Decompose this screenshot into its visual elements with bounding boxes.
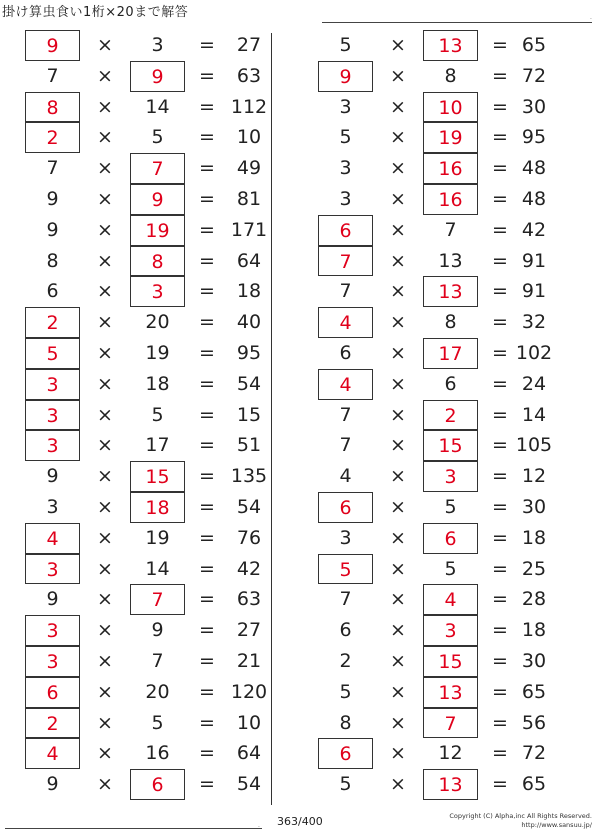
multiplicand: 8	[46, 249, 59, 272]
equals-sign: =	[492, 588, 508, 611]
equals-sign: =	[199, 341, 215, 364]
equals-sign: =	[199, 126, 215, 149]
multiplier: 13	[438, 249, 463, 272]
times-sign: ×	[97, 280, 113, 303]
answer-box: 2	[25, 307, 80, 338]
multiplier: 8	[444, 311, 457, 334]
multiplier: 7	[151, 649, 164, 672]
answer-box: 18	[130, 492, 185, 523]
times-sign: ×	[390, 64, 406, 87]
answer-box: 6	[130, 769, 185, 800]
product: 21	[236, 649, 262, 672]
product: 112	[230, 95, 268, 118]
multiplier: 19	[145, 341, 170, 364]
product: 72	[521, 742, 547, 765]
equals-sign: =	[492, 619, 508, 642]
times-sign: ×	[97, 619, 113, 642]
multiplier: 5	[151, 403, 164, 426]
multiplier: 5	[151, 711, 164, 734]
equals-sign: =	[199, 34, 215, 56]
multiplicand: 3	[339, 157, 352, 180]
product: 18	[521, 619, 547, 642]
equals-sign: =	[199, 619, 215, 642]
product: 10	[236, 711, 262, 734]
multiplier: 19	[145, 526, 170, 549]
product: 18	[521, 526, 547, 549]
times-sign: ×	[97, 742, 113, 765]
product: 76	[236, 526, 262, 549]
times-sign: ×	[97, 64, 113, 87]
multiplicand: 2	[339, 649, 352, 672]
times-sign: ×	[97, 126, 113, 149]
times-sign: ×	[97, 95, 113, 118]
multiplicand: 9	[46, 218, 59, 241]
copyright-text: Copyright (C) Alpha,inc All Rights Reserved.	[449, 812, 592, 820]
times-sign: ×	[97, 187, 113, 210]
worksheet-title: 掛け算虫食い1桁×20まで解答	[2, 5, 189, 20]
answer-box: 7	[423, 708, 478, 739]
product: 30	[521, 649, 547, 672]
product: 18	[236, 280, 262, 303]
equals-sign: =	[199, 403, 215, 426]
times-sign: ×	[97, 341, 113, 364]
equals-sign: =	[199, 557, 215, 580]
multiplier: 5	[444, 557, 457, 580]
equals-sign: =	[199, 526, 215, 549]
times-sign: ×	[390, 187, 406, 210]
times-sign: ×	[97, 372, 113, 395]
multiplier: 6	[444, 372, 457, 395]
answer-box: 3	[25, 615, 80, 646]
product: 12	[521, 465, 547, 488]
times-sign: ×	[97, 495, 113, 518]
answer-box: 13	[423, 677, 478, 708]
answer-box: 4	[318, 369, 373, 400]
answer-box: 4	[423, 584, 478, 615]
times-sign: ×	[390, 465, 406, 488]
product: 72	[521, 64, 547, 87]
answer-box: 8	[130, 246, 185, 277]
product: 65	[521, 680, 547, 703]
times-sign: ×	[97, 588, 113, 611]
equals-sign: =	[199, 742, 215, 765]
product: 28	[521, 588, 547, 611]
equals-sign: =	[492, 311, 508, 334]
times-sign: ×	[390, 742, 406, 765]
product: 65	[521, 34, 547, 56]
answer-box: 13	[423, 769, 478, 800]
multiplicand: 9	[46, 187, 59, 210]
answer-box: 6	[318, 492, 373, 523]
times-sign: ×	[97, 218, 113, 241]
multiplicand: 5	[339, 773, 352, 796]
multiplicand: 9	[46, 588, 59, 611]
name-line	[322, 22, 592, 23]
multiplicand: 6	[46, 280, 59, 303]
column-divider	[271, 33, 272, 805]
equals-sign: =	[199, 372, 215, 395]
answer-box: 15	[423, 646, 478, 677]
answer-box: 3	[25, 400, 80, 431]
product: 49	[236, 157, 262, 180]
answer-box: 17	[423, 338, 478, 369]
answer-box: 7	[130, 584, 185, 615]
answer-box: 6	[318, 738, 373, 769]
times-sign: ×	[390, 434, 406, 457]
equals-sign: =	[492, 34, 508, 56]
equals-sign: =	[492, 434, 508, 457]
answer-box: 13	[423, 30, 478, 61]
times-sign: ×	[97, 711, 113, 734]
product: 25	[521, 557, 547, 580]
equals-sign: =	[492, 157, 508, 180]
footer-line	[5, 828, 262, 829]
product: 81	[236, 187, 262, 210]
equals-sign: =	[492, 280, 508, 303]
product: 30	[521, 495, 547, 518]
answer-box: 3	[25, 369, 80, 400]
equals-sign: =	[199, 64, 215, 87]
answer-box: 4	[25, 523, 80, 554]
answer-box: 5	[25, 338, 80, 369]
equals-sign: =	[199, 157, 215, 180]
equals-sign: =	[492, 526, 508, 549]
product: 54	[236, 495, 262, 518]
times-sign: ×	[390, 526, 406, 549]
product: 95	[521, 126, 547, 149]
equals-sign: =	[492, 341, 508, 364]
equals-sign: =	[199, 711, 215, 734]
answer-box: 19	[130, 215, 185, 246]
answer-box: 2	[423, 400, 478, 431]
product: 40	[236, 311, 262, 334]
product: 64	[236, 742, 262, 765]
answer-box: 3	[25, 554, 80, 585]
multiplier: 16	[145, 742, 170, 765]
equals-sign: =	[492, 95, 508, 118]
multiplier: 5	[444, 495, 457, 518]
multiplicand: 5	[339, 126, 352, 149]
times-sign: ×	[390, 95, 406, 118]
answer-box: 4	[318, 307, 373, 338]
answer-box: 16	[423, 184, 478, 215]
product: 10	[236, 126, 262, 149]
product: 27	[236, 619, 262, 642]
copyright-url: http://www.sansuu.jp/	[521, 821, 592, 829]
product: 91	[521, 280, 547, 303]
answer-box: 10	[423, 92, 478, 123]
multiplicand: 7	[46, 64, 59, 87]
equals-sign: =	[199, 311, 215, 334]
multiplier: 17	[145, 434, 170, 457]
product: 54	[236, 773, 262, 796]
answer-box: 9	[130, 184, 185, 215]
multiplicand: 9	[46, 465, 59, 488]
equals-sign: =	[199, 649, 215, 672]
equals-sign: =	[199, 280, 215, 303]
product: 95	[236, 341, 262, 364]
multiplier: 8	[444, 64, 457, 87]
times-sign: ×	[390, 680, 406, 703]
multiplicand: 3	[46, 495, 59, 518]
product: 14	[521, 403, 547, 426]
multiplicand: 8	[339, 711, 352, 734]
times-sign: ×	[97, 526, 113, 549]
times-sign: ×	[390, 126, 406, 149]
equals-sign: =	[492, 649, 508, 672]
times-sign: ×	[97, 680, 113, 703]
product: 27	[236, 34, 262, 56]
equals-sign: =	[199, 773, 215, 796]
copyright-notice	[449, 812, 592, 830]
times-sign: ×	[390, 34, 406, 56]
multiplier: 20	[145, 680, 170, 703]
answer-box: 7	[130, 153, 185, 184]
times-sign: ×	[390, 341, 406, 364]
answer-box: 7	[318, 246, 373, 277]
answer-box: 9	[318, 61, 373, 92]
answer-box: 8	[25, 92, 80, 123]
equals-sign: =	[492, 249, 508, 272]
product: 91	[521, 249, 547, 272]
product: 102	[515, 341, 553, 364]
times-sign: ×	[390, 157, 406, 180]
times-sign: ×	[390, 495, 406, 518]
product: 54	[236, 372, 262, 395]
product: 65	[521, 773, 547, 796]
product: 24	[521, 372, 547, 395]
answer-box: 3	[423, 461, 478, 492]
equals-sign: =	[199, 187, 215, 210]
times-sign: ×	[390, 403, 406, 426]
answer-box: 15	[130, 461, 185, 492]
page-number: 363/400	[277, 815, 323, 828]
equals-sign: =	[199, 465, 215, 488]
product: 120	[230, 680, 268, 703]
times-sign: ×	[97, 773, 113, 796]
answer-box: 13	[423, 276, 478, 307]
multiplicand: 7	[46, 157, 59, 180]
equals-sign: =	[199, 588, 215, 611]
multiplicand: 3	[339, 187, 352, 210]
times-sign: ×	[390, 711, 406, 734]
multiplier: 5	[151, 126, 164, 149]
times-sign: ×	[97, 403, 113, 426]
product: 15	[236, 403, 262, 426]
multiplicand: 4	[339, 465, 352, 488]
equals-sign: =	[492, 742, 508, 765]
equals-sign: =	[492, 495, 508, 518]
multiplier: 20	[145, 311, 170, 334]
times-sign: ×	[97, 434, 113, 457]
equals-sign: =	[492, 680, 508, 703]
multiplicand: 7	[339, 280, 352, 303]
answer-box: 5	[318, 554, 373, 585]
product: 42	[236, 557, 262, 580]
equals-sign: =	[199, 434, 215, 457]
answer-box: 3	[130, 276, 185, 307]
times-sign: ×	[390, 557, 406, 580]
times-sign: ×	[97, 557, 113, 580]
product: 105	[515, 434, 553, 457]
answer-box: 3	[25, 430, 80, 461]
name-line-marker: .	[590, 14, 592, 21]
answer-box: 9	[25, 30, 80, 61]
product: 63	[236, 64, 262, 87]
product: 56	[521, 711, 547, 734]
times-sign: ×	[97, 311, 113, 334]
equals-sign: =	[199, 249, 215, 272]
product: 171	[230, 218, 268, 241]
multiplier: 9	[151, 619, 164, 642]
times-sign: ×	[390, 280, 406, 303]
equals-sign: =	[199, 218, 215, 241]
times-sign: ×	[97, 465, 113, 488]
times-sign: ×	[97, 157, 113, 180]
product: 51	[236, 434, 262, 457]
answer-box: 3	[423, 615, 478, 646]
product: 30	[521, 95, 547, 118]
footer-line-marker: .	[258, 822, 260, 829]
times-sign: ×	[390, 619, 406, 642]
multiplicand: 9	[46, 773, 59, 796]
answer-box: 9	[130, 61, 185, 92]
equals-sign: =	[492, 372, 508, 395]
multiplier: 14	[145, 95, 170, 118]
multiplicand: 6	[339, 619, 352, 642]
answer-box: 2	[25, 708, 80, 739]
multiplier: 18	[145, 372, 170, 395]
multiplicand: 7	[339, 588, 352, 611]
equals-sign: =	[492, 557, 508, 580]
product: 32	[521, 311, 547, 334]
answer-box: 4	[25, 738, 80, 769]
times-sign: ×	[390, 588, 406, 611]
equals-sign: =	[199, 680, 215, 703]
multiplicand: 5	[339, 34, 352, 56]
times-sign: ×	[390, 649, 406, 672]
multiplier: 12	[438, 742, 463, 765]
equals-sign: =	[492, 403, 508, 426]
equals-sign: =	[492, 64, 508, 87]
multiplicand: 7	[339, 434, 352, 457]
multiplier: 3	[151, 34, 164, 56]
answer-box: 6	[25, 677, 80, 708]
product: 42	[521, 218, 547, 241]
answer-box: 2	[25, 122, 80, 153]
times-sign: ×	[97, 34, 113, 56]
product: 135	[230, 465, 268, 488]
product: 48	[521, 187, 547, 210]
answer-box: 6	[423, 523, 478, 554]
times-sign: ×	[390, 249, 406, 272]
multiplicand: 3	[339, 526, 352, 549]
equals-sign: =	[492, 711, 508, 734]
product: 64	[236, 249, 262, 272]
product: 48	[521, 157, 547, 180]
multiplier: 14	[145, 557, 170, 580]
multiplicand: 6	[339, 341, 352, 364]
equals-sign: =	[492, 773, 508, 796]
multiplicand: 7	[339, 403, 352, 426]
equals-sign: =	[492, 187, 508, 210]
multiplicand: 3	[339, 95, 352, 118]
times-sign: ×	[390, 372, 406, 395]
equals-sign: =	[199, 95, 215, 118]
multiplicand: 5	[339, 680, 352, 703]
answer-box: 19	[423, 122, 478, 153]
equals-sign: =	[492, 126, 508, 149]
multiplier: 7	[444, 218, 457, 241]
answer-box: 6	[318, 215, 373, 246]
equals-sign: =	[199, 495, 215, 518]
times-sign: ×	[390, 218, 406, 241]
times-sign: ×	[97, 249, 113, 272]
equals-sign: =	[492, 218, 508, 241]
answer-box: 15	[423, 430, 478, 461]
product: 63	[236, 588, 262, 611]
answer-box: 16	[423, 153, 478, 184]
times-sign: ×	[390, 773, 406, 796]
times-sign: ×	[97, 649, 113, 672]
equals-sign: =	[492, 465, 508, 488]
answer-box: 3	[25, 646, 80, 677]
times-sign: ×	[390, 311, 406, 334]
